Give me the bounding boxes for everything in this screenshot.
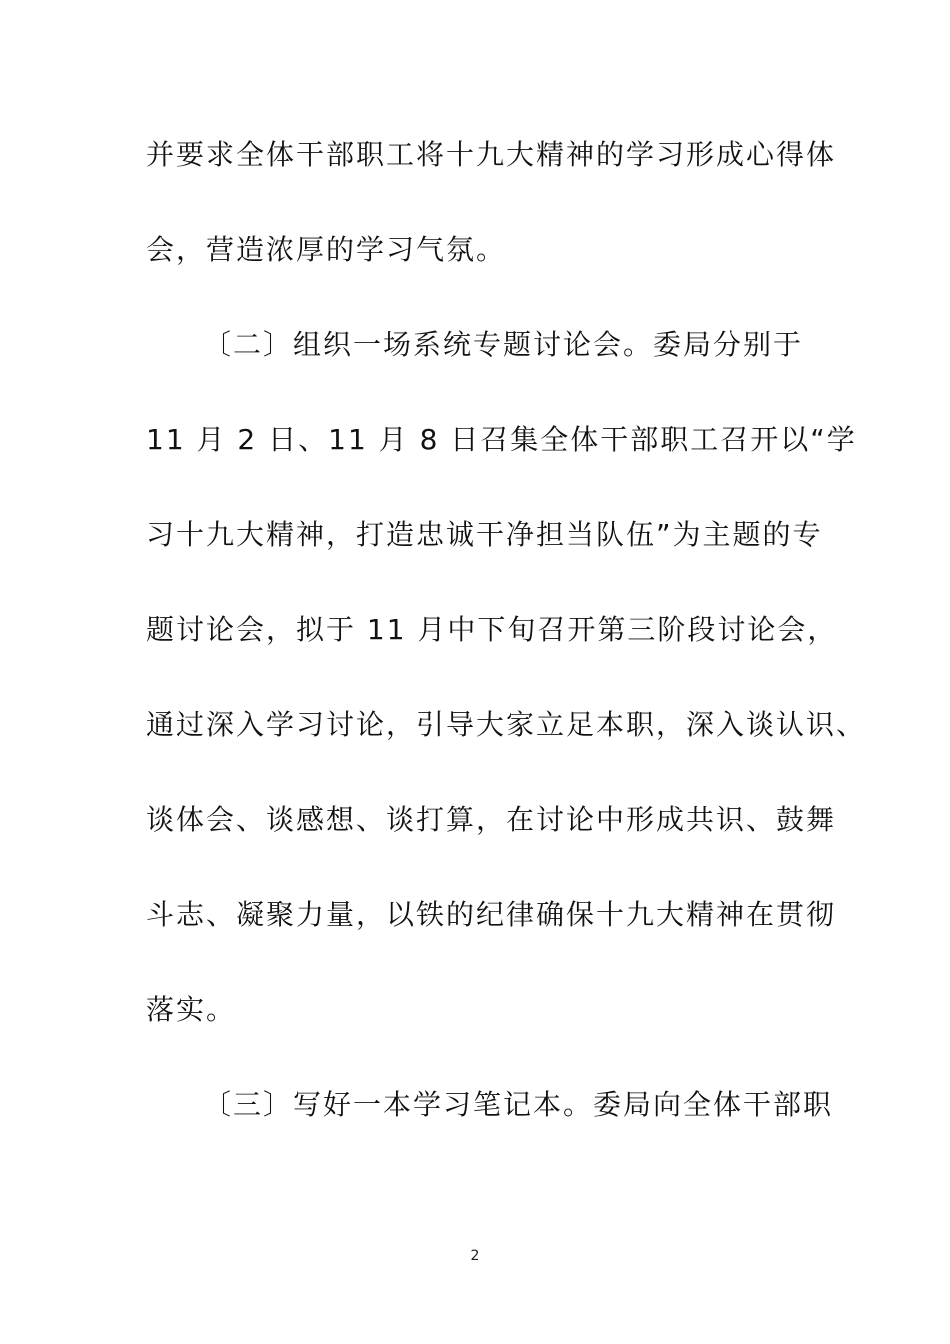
paragraph-heading-2: 〔二〕组织一场系统专题讨论会。委局分别于 — [203, 328, 804, 361]
text-line: 习十九大精神，打造忠诚干净担当队伍”为主题的专 — [146, 518, 823, 551]
text-line: 斗志、凝聚力量，以铁的纪律确保十九大精神在贯彻 — [146, 898, 837, 931]
page-number: 2 — [470, 1248, 480, 1264]
text-line: 谈体会、谈感想、谈打算，在讨论中形成共识、鼓舞 — [146, 803, 837, 836]
text-line: 会，营造浓厚的学习气氛。 — [146, 233, 507, 266]
text-line: 通过深入学习讨论，引导大家立足本职，深入谈认识、 — [146, 708, 867, 741]
paragraph-heading-3: 〔三〕写好一本学习笔记本。委局向全体干部职 — [203, 1088, 834, 1121]
text-line: 并要求全体干部职工将十九大精神的学习形成心得体 — [146, 138, 837, 171]
text-line: 落实。 — [146, 993, 237, 1026]
text-line: 题讨论会，拟于 11 月中下旬召开第三阶段讨论会， — [146, 613, 838, 646]
text-line: 11 月 2 日、11 月 8 日召集全体干部职工召开以“学 — [146, 423, 857, 456]
